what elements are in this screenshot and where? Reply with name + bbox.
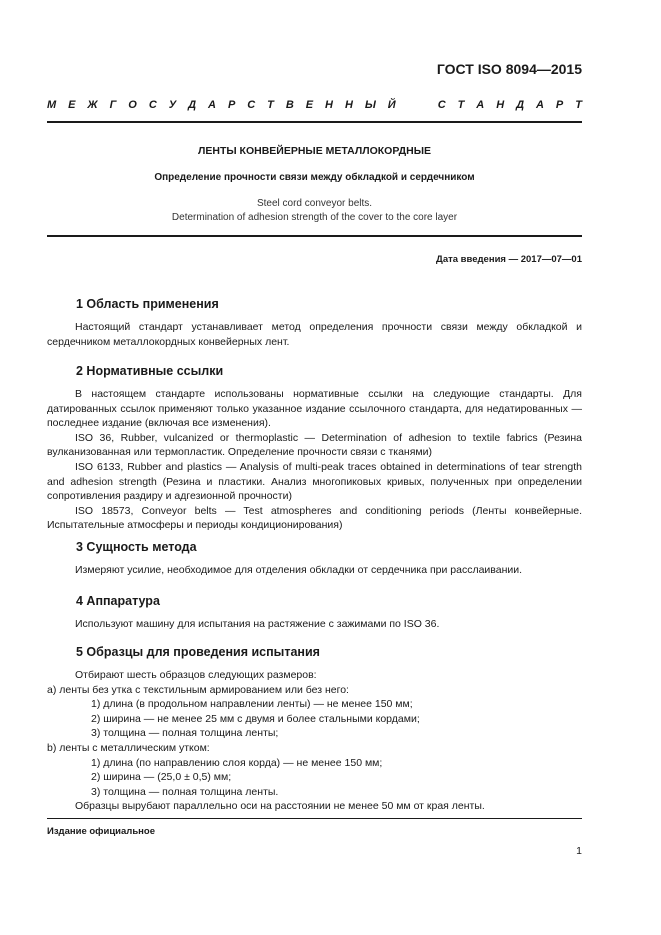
reference-iso-18573: ISO 18573, Conveyor belts — Test atmospheres and conditioning periods (Ленты конвейерные. Испытательные атмосферы и периоды кондиционирования) [47, 504, 582, 532]
banner-letter: Е [305, 99, 314, 111]
paragraph: Измеряют усилие, необходимое для отделения обкладки от сердечника при расслаивании. [75, 564, 523, 576]
list-item-a: а) ленты без утка с текстильным армированием или без него: [47, 683, 349, 696]
banner-letter: Н [344, 99, 353, 111]
section-3-text [47, 563, 582, 578]
banner-letter: У [168, 99, 177, 111]
section-4-text [47, 617, 582, 632]
banner-letter: В [285, 99, 294, 111]
banner-letter: Т [575, 99, 582, 111]
list-item-b2: 2) ширина — (25,0 ± 0,5) мм; [91, 771, 232, 784]
banner-letter: Д [516, 99, 525, 111]
section-3-heading: 3 Сущность метода [76, 540, 197, 554]
banner-letter: С [247, 99, 256, 111]
reference-iso-36: ISO 36, Rubber, vulcanized or thermoplastic — Determination of adhesion to textile fabrics (Резина вулканизованная или термопластик. Определение прочности связи с тканями) [47, 431, 582, 459]
banner-letter: А [476, 99, 485, 111]
section-5-text [47, 668, 485, 814]
banner-letter: Р [555, 99, 564, 111]
list-item-b1: 1) длина (по направлению слоя корда) — не менее 150 мм; [91, 756, 383, 769]
banner-letter: С [148, 99, 157, 111]
banner-letter: М [47, 99, 57, 111]
list-item-a2: 2) ширина — не менее 25 мм с двумя и более стальными кордами; [91, 712, 420, 725]
official-edition-label: Издание официальное [47, 826, 155, 837]
section-4-heading: 4 Аппаратура [76, 594, 160, 608]
list-item-a3: 3) толщина — полная толщина ленты; [91, 727, 279, 740]
banner-letter: Ы [364, 99, 376, 111]
banner-letter: Н [325, 99, 333, 111]
header-rule [47, 121, 582, 123]
list-intro: Отбирают шесть образцов следующих размеров: [75, 669, 317, 681]
banner-letter: Й [387, 99, 396, 111]
banner-letter: Ж [87, 99, 98, 111]
title-rule [47, 235, 582, 237]
introduction-date: Дата введения — 2017—07—01 [436, 254, 582, 265]
list-item-a1: 1) длина (в продольном направлении ленты) — не менее 150 мм; [91, 698, 413, 711]
section-1-heading: 1 Область применения [76, 297, 219, 311]
banner-letter: А [208, 99, 216, 111]
interstate-standard-banner [47, 99, 582, 111]
english-title-line1: Steel cord conveyor belts. [256, 198, 373, 209]
document-title: ЛЕНТЫ КОНВЕЙЕРНЫЕ МЕТАЛЛОКОРДНЫЕ [197, 145, 432, 157]
list-item-b: b) ленты с металлическим утком: [47, 741, 210, 754]
banner-letter: Н [496, 99, 505, 111]
page-number: 1 [576, 845, 582, 857]
paragraph: Используют машину для испытания на растяжение с зажимами по ISO 36. [75, 618, 440, 630]
standard-number: ГОСТ ISO 8094—2015 [436, 61, 582, 77]
reference-iso-6133: ISO 6133, Rubber and plastics — Analysis of multi-peak traces obtained in determinations of tear strength and adhesion strength (Резина и пластики. Анализ многопиковых кривых, полученных при определении сопротивления раздиру и адгезионной прочности) [47, 460, 582, 503]
paragraph: В настоящем стандарте использованы нормативные ссылки на следующие стандарты. Для датированных ссылок применяют только указанное издание ссылочного стандарта, для недатированных — последнее издание (включая все изменения). [47, 388, 582, 430]
banner-letter: Е [68, 99, 76, 111]
section-2-heading: 2 Нормативные ссылки [76, 364, 224, 378]
section-1-text [47, 320, 582, 349]
banner-letter: Г [109, 99, 117, 111]
list-outro: Образцы вырубают параллельно оси на расстоянии не менее 50 мм от края ленты. [75, 800, 485, 813]
section-5-heading: 5 Образцы для проведения испытания [76, 645, 320, 659]
document-subtitle: Определение прочности связи между обкладкой и сердечником [154, 172, 475, 183]
footer-rule [47, 818, 582, 819]
banner-letter: А [536, 99, 544, 111]
banner-letter: Т [267, 99, 274, 111]
banner-letter: Т [457, 99, 465, 111]
banner-letter: О [128, 99, 137, 111]
banner-letter: Р [227, 99, 236, 111]
banner-letter [423, 99, 426, 111]
paragraph: Настоящий стандарт устанавливает метод определения прочности связи между обкладкой и сердечником металлокордных конвейерных лент. [47, 321, 582, 348]
list-item-b3: 3) толщина — полная толщина ленты. [91, 785, 279, 798]
section-2-text [47, 387, 582, 533]
banner-letter: С [437, 99, 446, 111]
banner-letter [408, 99, 411, 111]
banner-letter: Д [188, 99, 197, 111]
english-title-line2: Determination of adhesion strength of the cover to the core layer [171, 212, 458, 223]
